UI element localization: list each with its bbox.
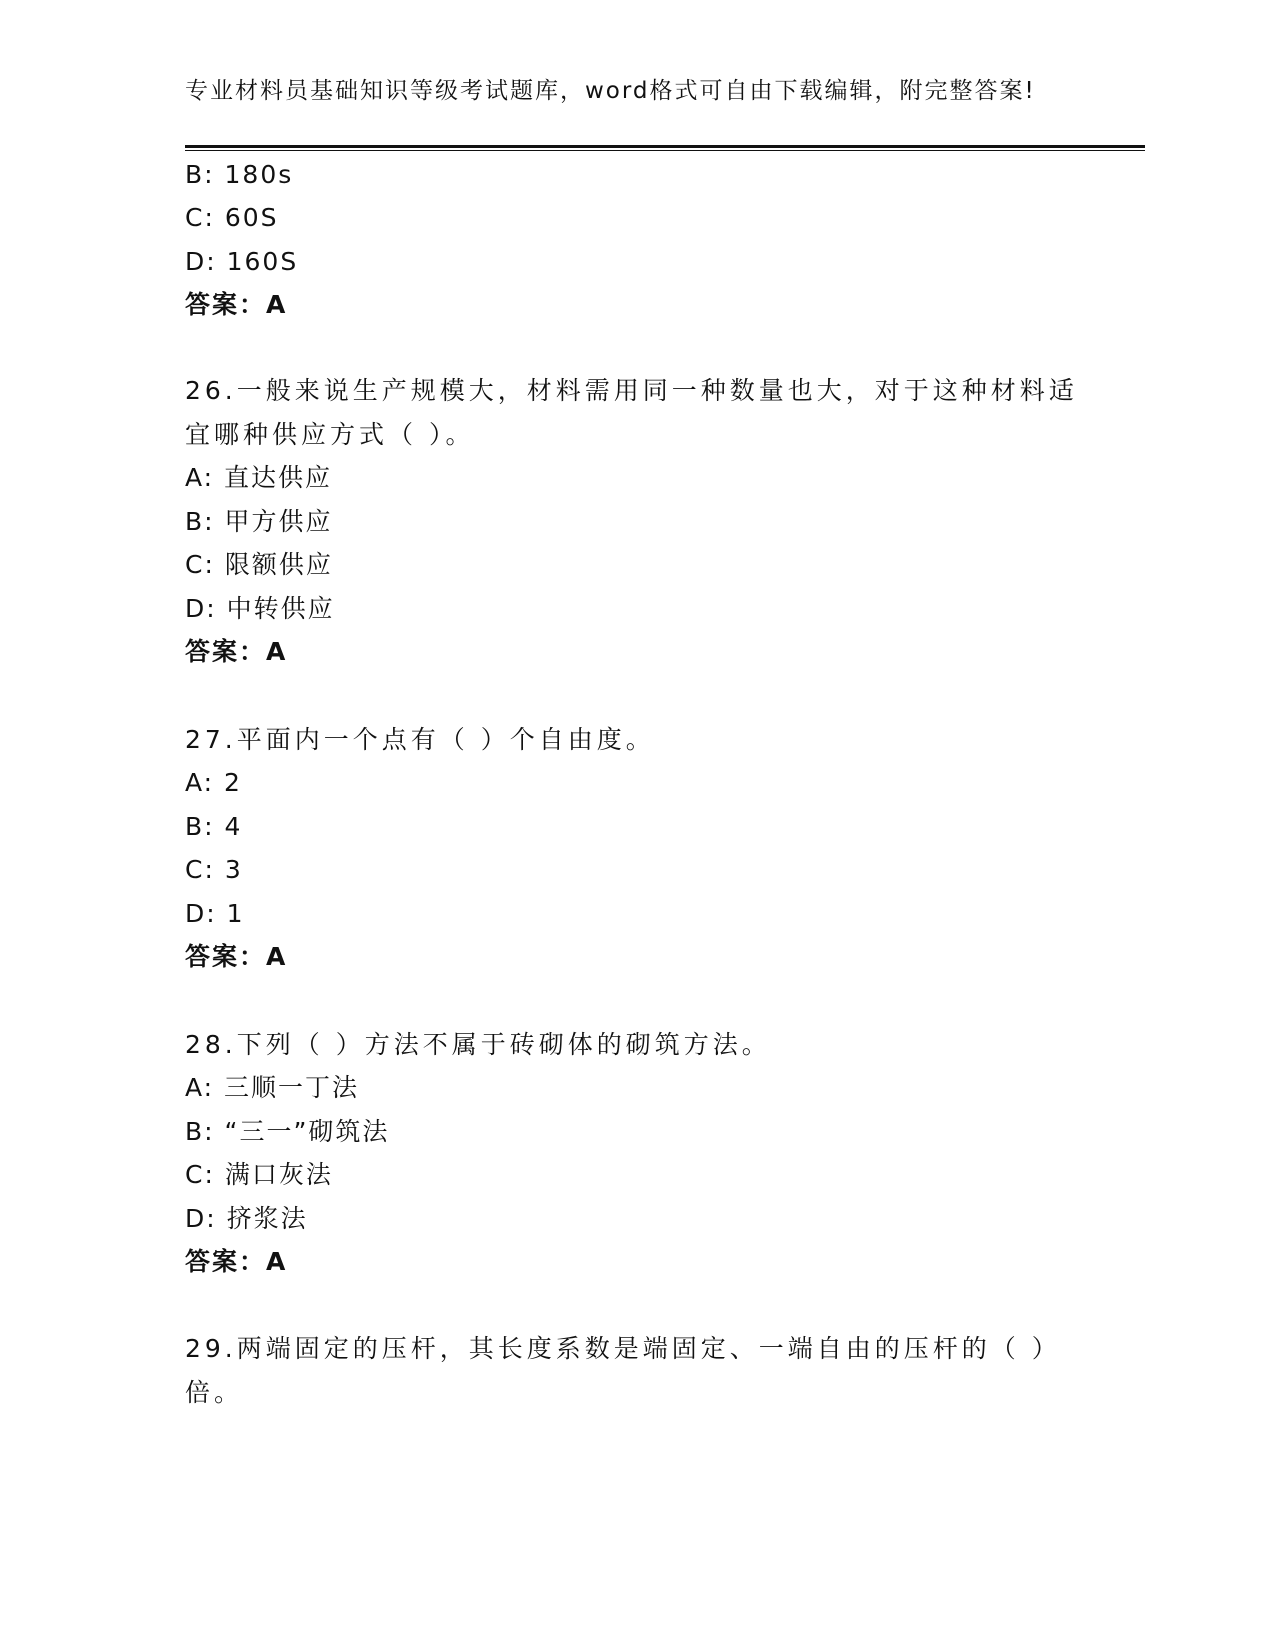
option-d: D: 160S: [185, 247, 299, 276]
option-a: A: 2: [185, 768, 242, 797]
question-text-continued: 宜哪种供应方式（ ）。: [185, 420, 475, 449]
answer: 答案：A: [185, 942, 288, 971]
answer: 答案：A: [185, 637, 288, 666]
option-a: A: 三顺一丁法: [185, 1073, 360, 1102]
header-rule-thick: [185, 145, 1145, 148]
option-b: B: 4: [185, 812, 243, 841]
question-text-continued: 倍。: [185, 1378, 244, 1407]
option-a: A: 直达供应: [185, 463, 333, 492]
answer: 答案：A: [185, 1247, 288, 1276]
header-rule-thin: [185, 150, 1145, 151]
option-d: D: 中转供应: [185, 594, 335, 623]
header-title: 专业材料员基础知识等级考试题库，word格式可自由下载编辑，附完整答案!: [185, 78, 1036, 104]
option-c: C: 3: [185, 855, 243, 884]
question-text: 26.一般来说生产规模大，材料需用同一种数量也大，对于这种材料适: [185, 376, 1078, 405]
option-b: B: “三一”砌筑法: [185, 1117, 390, 1146]
question-text: 29.两端固定的压杆，其长度系数是端固定、一端自由的压杆的（ ）: [185, 1334, 1061, 1363]
question-text: 28.下列（ ）方法不属于砖砌体的砌筑方法。: [185, 1030, 771, 1059]
option-c: C: 60S: [185, 203, 279, 232]
answer: 答案：A: [185, 290, 288, 319]
option-d: D: 挤浆法: [185, 1204, 308, 1233]
option-c: C: 限额供应: [185, 550, 333, 579]
option-c: C: 满口灰法: [185, 1160, 333, 1189]
option-d: D: 1: [185, 899, 245, 928]
question-text: 27.平面内一个点有（ ）个自由度。: [185, 725, 655, 754]
option-b: B: 180s: [185, 160, 294, 189]
option-b: B: 甲方供应: [185, 507, 333, 536]
